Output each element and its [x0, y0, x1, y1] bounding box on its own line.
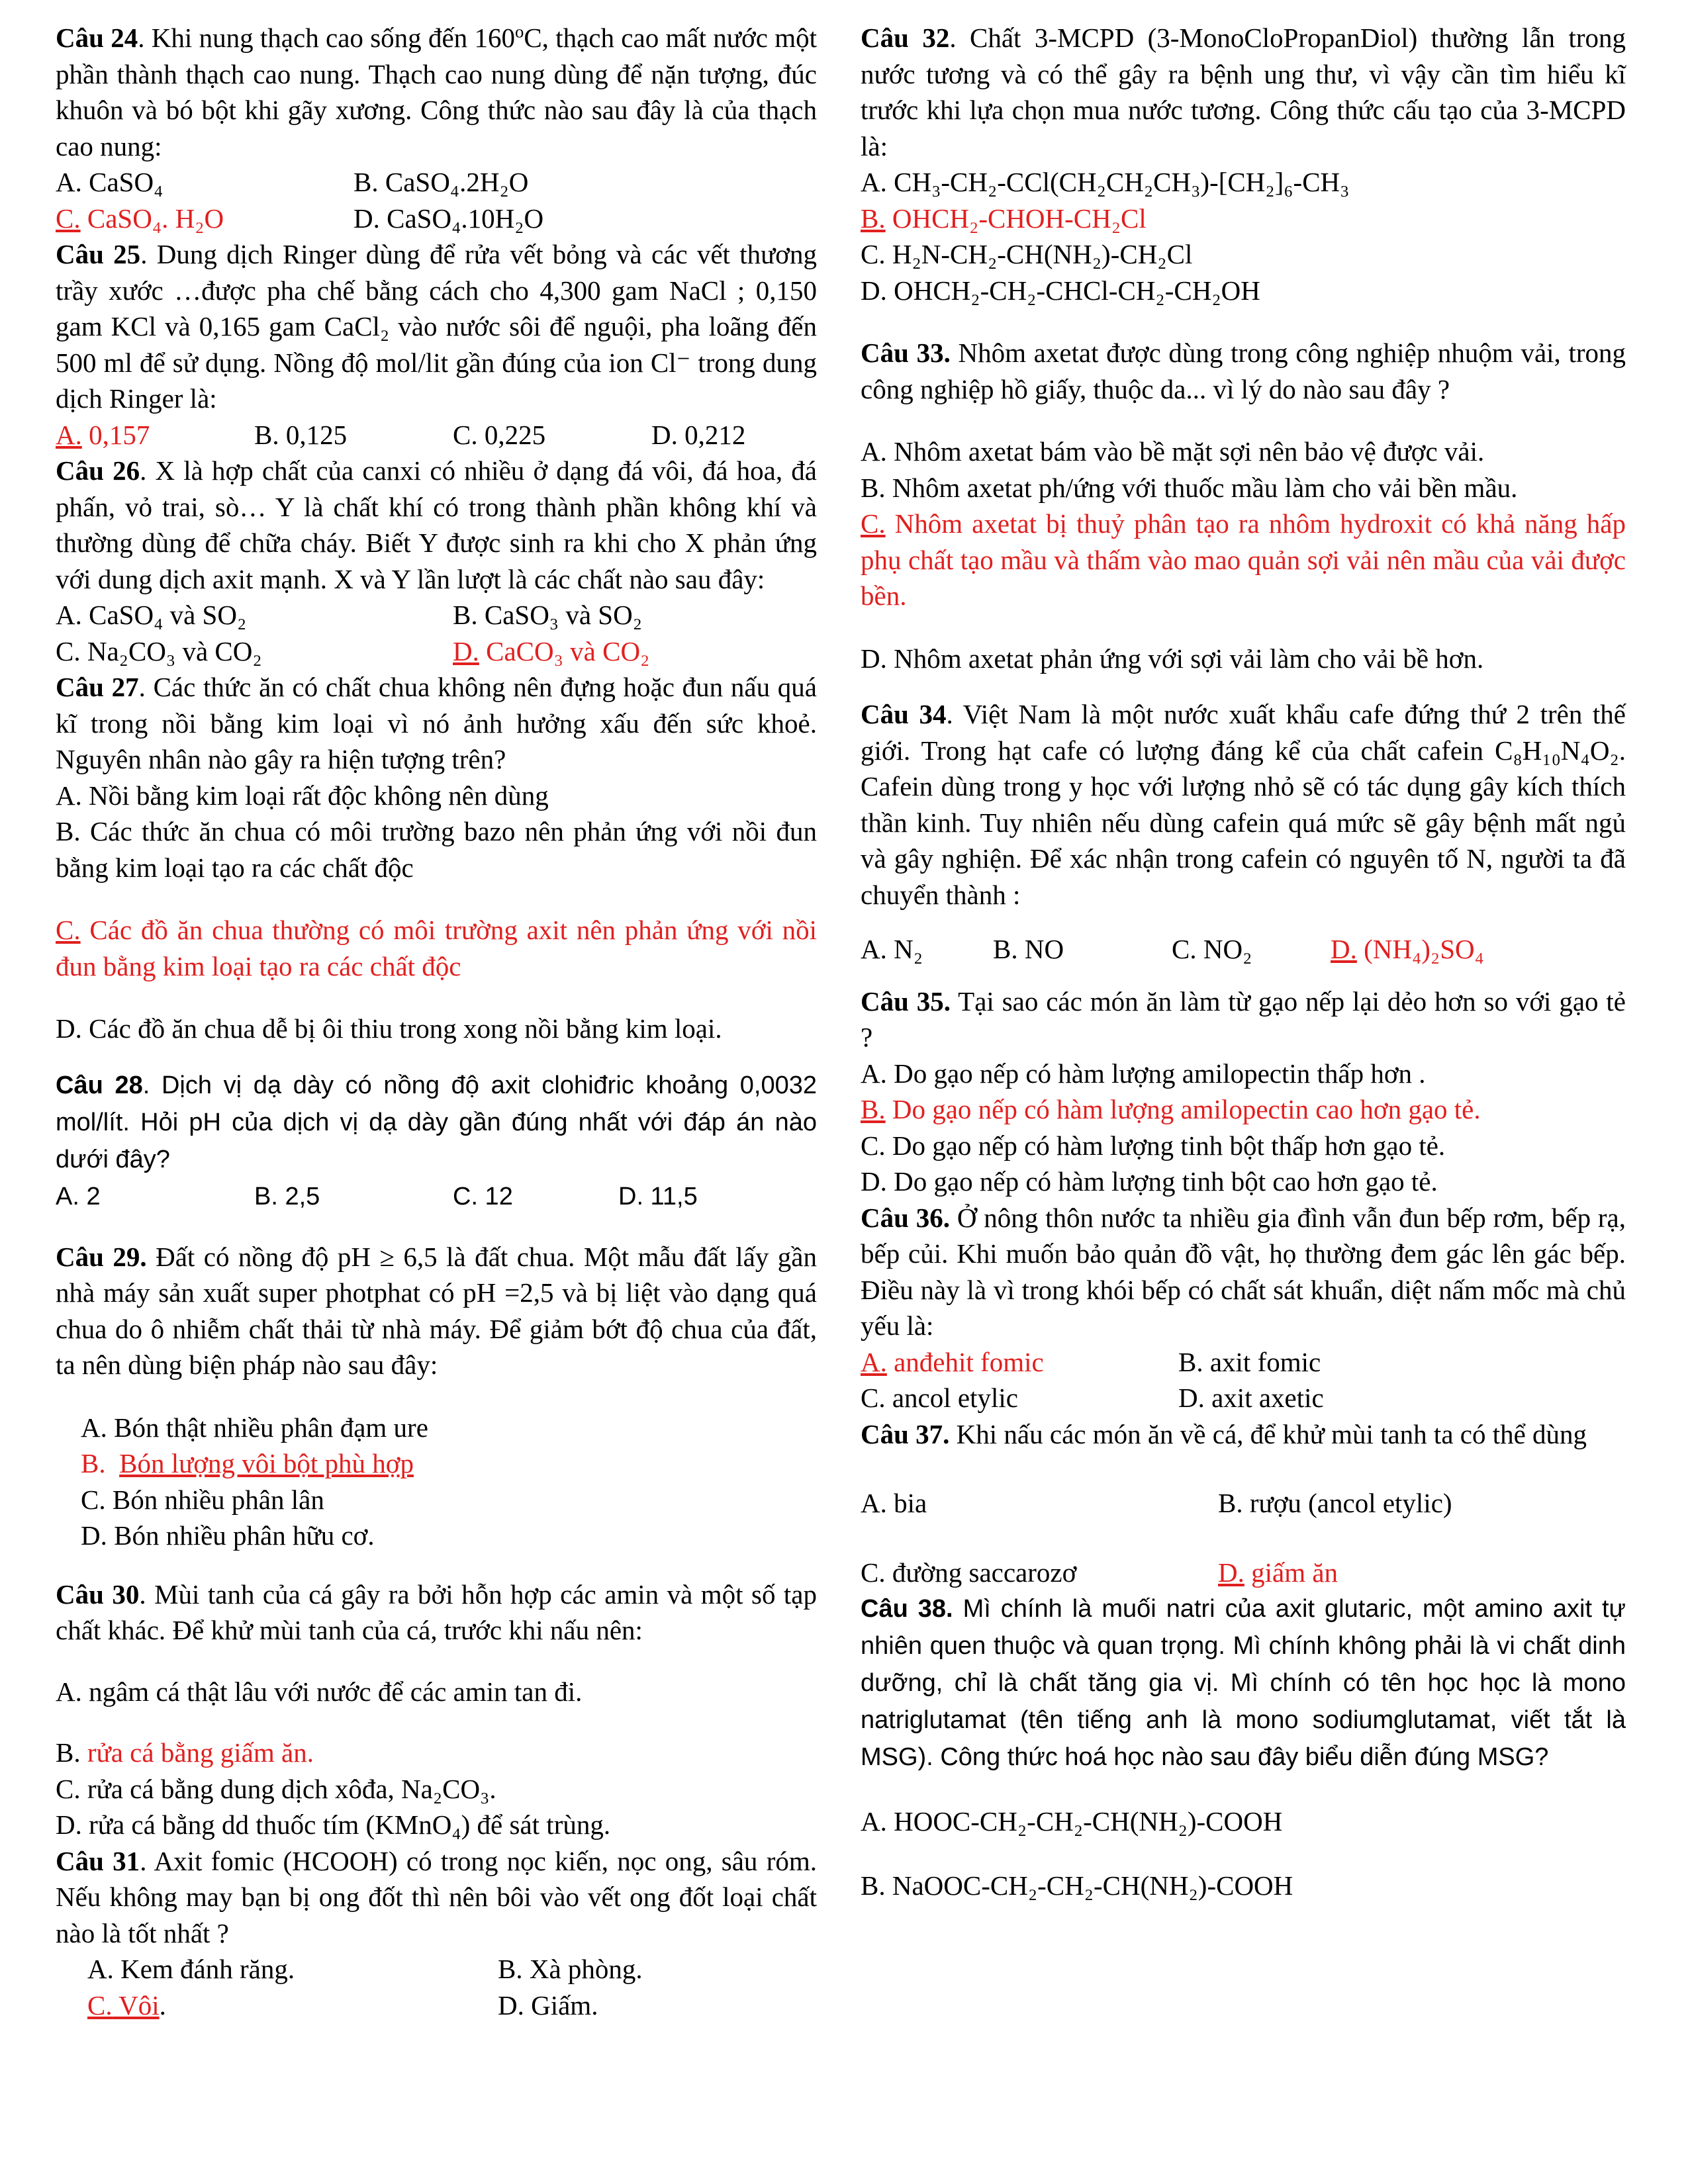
option-c-correct: C. Vôi. [87, 1989, 166, 2021]
question-30: Câu 30. Mùi tanh của cá gây ra bởi hỗn hợp các amin và một số tạp chất khác. Để khử mùi tanh của cá, trước khi nấu nên: A. ngâm cá thật lâu với nước để các amin tan đi. B. rửa cá bằng giấm ăn. C. rửa cá bằng dung dịch xôđa, Na₂CO₃. D. rửa cá bằng dd thuốc tím (KMnO₄) để sát trùng. [56, 1576, 817, 1843]
option-d-correct: D. (NH₄)₂SO₄ [1331, 934, 1484, 964]
question-number: Câu 31 [56, 1845, 140, 1876]
option-b-correct: B. OHCH₂-CHOH-CH₂Cl [861, 203, 1147, 234]
option-d-correct: D. CaCO₃ và CO₂ [453, 635, 650, 666]
option-d: D. CaSO₄.10H₂O [353, 203, 544, 234]
option-b: B. Các thức ăn chua có môi trường bazo nên phản ứng với nồi đun bằng kim loại tạo ra các chất độc [56, 816, 817, 883]
question-number: Câu 27 [56, 672, 139, 702]
option-b: B. rượu (ancol etylic) [1218, 1488, 1452, 1518]
option-c: C. 12 [453, 1182, 513, 1210]
option-c: C. đường saccarozơ [861, 1557, 1077, 1588]
question-number: Câu 30 [56, 1578, 140, 1610]
question-32: Câu 32. Chất 3-MCPD (3-MonoCloPropanDiol) thường lẫn trong nước tương và có thể gây ra bệnh ung thư, vì vậy cần tìm hiểu kĩ trước khi lựa chọn mua nước tương. Công thức cấu tạo của 3-MCPD là: A. CH₃-CH₂-CCl(CH₂CH₂CH₃)-[CH₂]₆-CH₃ B. OHCH₂-CHOH-CH₂Cl C. H₂N-CH₂-CH(NH₂)-CH₂Cl D. OHCH₂-CH₂-CHCl-CH₂-CH₂OH [861, 20, 1626, 308]
question-number: Câu 37. [861, 1418, 950, 1449]
question-number: Câu 36. [861, 1202, 950, 1233]
option-b: B. axit fomic [1178, 1346, 1321, 1377]
option-a: A. CH₃-CH₂-CCl(CH₂CH₂CH₃)-[CH₂]₆-CH₃ [861, 167, 1350, 197]
option-c: C. Bón nhiều phân lân [81, 1484, 324, 1515]
option-b: B. NaOOC-CH₂-CH₂-CH(NH₂)-COOH [861, 1870, 1293, 1901]
left-column [56, 20, 817, 2023]
option-b-correct: B. Do gạo nếp có hàm lượng amilopectin cao hơn gạo tẻ. [861, 1094, 1481, 1124]
option-a: A. ngâm cá thật lâu với nước để các amin tan đi. [56, 1676, 583, 1707]
option-d: D. 11,5 [618, 1182, 698, 1210]
question-36: Câu 36. Ở nông thôn nước ta nhiều gia đình vẫn đun bếp rơm, bếp rạ, bếp củi. Khi muốn bảo quản đồ vật, họ thường đem gác lên gác bếp. Điều này là vì trong khói bếp có chất sát khuẩn, diệt nấm mốc mà chủ yếu là: A. anđehit fomic B. axit fomic C. ancol etylic D. axit axetic [861, 1200, 1626, 1416]
option-a: A. Nồi bằng kim loại rất độc không nên dùng [56, 780, 549, 811]
question-26: Câu 26. X là hợp chất của canxi có nhiều ở dạng đá vôi, đá hoa, đá phấn, vỏ trai, sò… Y là chất khí có trong thành phần không khí và thường dùng để chữa cháy. Biết Y được sinh ra khi cho X phản ứng với dung dịch axit mạnh. X và Y lần lượt là các chất nào sau đây: A. CaSO₄ và SO₂ B. CaSO₃ và SO₂ C. Na₂CO₃ và CO₂ D. CaCO₃ và CO₂ [56, 453, 817, 669]
question-38-options [861, 1776, 1626, 1903]
right-column [861, 20, 1626, 1903]
question-number: Câu 24 [56, 23, 138, 53]
option-a: A. CaSO₄ [56, 167, 164, 197]
option-a: A. 2 [56, 1182, 101, 1210]
option-c: C. H₂N-CH₂-CH(NH₂)-CH₂Cl [861, 239, 1193, 269]
option-c: C. rửa cá bằng dung dịch xôđa, Na₂CO₃. [56, 1773, 496, 1804]
option-a: A. CaSO₄ và SO₂ [56, 600, 247, 630]
question-37: Câu 37. Khi nấu các món ăn về cá, để khử mùi tanh ta có thể dùng A. bia B. rượu (ancol etylic) C. đường saccarozơ D. giấm ăn [861, 1416, 1626, 1591]
question-number: Câu 33. [861, 338, 951, 368]
question-31: Câu 31. Axit fomic (HCOOH) có trong nọc kiến, nọc ong, sâu róm. Nếu không may bạn bị ong đốt thì nên bôi vào vết ong đốt loại chất nào là tốt nhất ? A. Kem đánh răng. B. Xà phòng. C. Vôi. D. Giấm. [56, 1843, 817, 2024]
option-a: A. Kem đánh răng. [87, 1954, 295, 1984]
option-b: B. 0,125 [254, 419, 348, 450]
question-number: Câu 32 [861, 23, 950, 53]
option-d: D. rửa cá bằng dd thuốc tím (KMnO₄) để sát trùng. [56, 1809, 611, 1840]
option-b-correct: B. rửa cá bằng giấm ăn. [56, 1737, 314, 1768]
option-b: B. NO [993, 934, 1064, 964]
question-27: Câu 27. Các thức ăn có chất chua không nên đựng hoặc đun nấu quá kĩ trong nồi bằng kim loại vì nó ảnh hưởng xấu đến sức khoẻ. Nguyên nhân nào gây ra hiện tượng trên? A. Nồi bằng kim loại rất độc không nên dùng B. Các thức ăn chua có môi trường bazo nên phản ứng với nồi đun bằng kim loại tạo ra các chất độc C. Các đồ ăn chua thường có môi trường axit nên phản ứng với nồi đun bằng kim loại tạo ra các chất độc D. Các đồ ăn chua dễ bị ôi thiu trong xong nồi bằng kim loại. [56, 669, 817, 1047]
option-c: C. Na₂CO₃ và CO₂ [56, 635, 262, 666]
option-b: B. CaSO₃ và SO₂ [453, 600, 642, 630]
option-c: C. Do gạo nếp có hàm lượng tinh bột thấp hơn gạo tẻ. [861, 1130, 1446, 1161]
question-24: Câu 24. Khi nung thạch cao sống đến 160$^o$C, thạch cao mất nước một phần thành thạch cao nung. Thạch cao nung dùng để nặn tượng, đúc khuôn và bó bột khi gãy xương. Công thức nào sau đây là của thạch cao nung: A. CaSO₄ B. CaSO₄.2H₂O C. CaSO₄. H₂O D. CaSO₄.10H₂O [56, 20, 817, 236]
option-c: C. NO₂ [1172, 934, 1252, 964]
option-d: D. OHCH₂-CH₂-CHCl-CH₂-CH₂OH [861, 275, 1260, 306]
option-c-correct: C. Các đồ ăn chua thường có môi trường axit nên phản ứng với nồi đun bằng kim loại tạo ra các chất độc [56, 915, 817, 981]
option-c-correct: C. Nhôm axetat bị thuỷ phân tạo ra nhôm hydroxit có khả năng hấp phụ chất tạo mầu và thấm vào mao quản sợi vải nên mầu của vải được bền. [861, 508, 1626, 611]
option-d-correct: D. giấm ăn [1218, 1557, 1338, 1588]
option-d: D. Các đồ ăn chua dễ bị ôi thiu trong xong nồi bằng kim loại. [56, 1013, 722, 1044]
option-a-correct: A. anđehit fomic [861, 1346, 1044, 1377]
option-d: D. 0,212 [651, 419, 746, 450]
option-d: D. axit axetic [1178, 1383, 1324, 1413]
option-a: A. Nhôm axetat bám vào bề mặt sợi nên bảo vệ được vải. [861, 436, 1485, 467]
option-c-correct: C. CaSO₄. H₂O [56, 203, 224, 234]
option-b: B. CaSO₄.2H₂O [353, 167, 529, 197]
option-b: B. Xà phòng. [498, 1954, 643, 1984]
option-a: A. Bón thật nhiều phân đạm ure [81, 1412, 428, 1443]
question-33: Câu 33. Nhôm axetat được dùng trong công nghiệp nhuộm vải, trong công nghiệp hồ giấy, thuộc da... vì lý do nào sau đây ? A. Nhôm axetat bám vào bề mặt sợi nên bảo vệ được vải. B. Nhôm axetat ph/ứng với thuốc mầu làm cho vải bền mầu. C. Nhôm axetat bị thuỷ phân tạo ra nhôm hydroxit có khả năng hấp phụ chất tạo mầu và thấm vào mao quản sợi vải nên mầu của vải được bền. D. Nhôm axetat phản ứng với sợi vải làm cho vải bề hơn. [861, 335, 1626, 676]
option-d: D. Giấm. [498, 1989, 598, 2021]
question-25: Câu 25. Dung dịch Ringer dùng để rửa vết bỏng và các vết thương trầy xước …được pha chế bằng cách cho 4,300 gam NaCl ; 0,150 gam KCl và 0,165 gam CaCl₂ vào nước sôi để nguội, pha loãng đến 500 ml để sử dụng. Nồng độ mol/lit gần đúng của ion Cl⁻ trong dung dịch Ringer là: A. 0,157 B. 0,125 C. 0,225 D. 0,212 [56, 236, 817, 453]
option-a-correct: A. 0,157 [56, 419, 150, 450]
question-number: Câu 38. [861, 1595, 953, 1623]
option-b-correct: B. Bón lượng vôi bột phù hợp [81, 1448, 414, 1479]
option-c: C. ancol etylic [861, 1383, 1018, 1413]
question-number: Câu 25 [56, 239, 141, 269]
question-number: Câu 26 [56, 455, 140, 486]
question-35: Câu 35. Tại sao các món ăn làm từ gạo nếp lại dẻo hơn so với gạo tẻ ? A. Do gạo nếp có hàm lượng amilopectin thấp hơn . B. Do gạo nếp có hàm lượng amilopectin cao hơn gạo tẻ. C. Do gạo nếp có hàm lượng tinh bột thấp hơn gạo tẻ. D. Do gạo nếp có hàm lượng tinh bột cao hơn gạo tẻ. [861, 983, 1626, 1200]
question-number: Câu 34 [861, 699, 947, 729]
question-38: Câu 38. Mì chính là muối natri của axit glutaric, một amino axit tự nhiên quen thuộc và quan trọng. Mì chính không phải là vi chất dinh dưỡng, chỉ là chất tăng gia vị. Mì chính có tên học học là mono natriglutamat (tên tiếng anh là mono sodiumglutamat, viết tắt là MSG). Công thức hoá học nào sau đây biểu diễn đúng MSG? [861, 1595, 1626, 1771]
question-number: Câu 35. [861, 985, 951, 1017]
option-d: D. Do gạo nếp có hàm lượng tinh bột cao hơn gạo tẻ. [861, 1166, 1438, 1197]
option-c: C. 0,225 [453, 419, 546, 450]
question-29: Câu 29. Đất có nồng độ pH ≥ 6,5 là đất chua. Một mẫu đất lấy gần nhà máy sản xuất super photphat có pH =2,5 và bị liệt vào dạng quá chua do ô nhiễm chất thải từ nhà máy. Để giảm bớt độ chua của đất, ta nên dùng biện pháp nào sau đây: A. Bón thật nhiều phân đạm ure B. Bón lượng vôi bột phù hợp C. Bón nhiều phân lân D. Bón nhiều phân hữu cơ. [56, 1239, 817, 1554]
option-a: A. N₂ [861, 934, 923, 964]
option-b: B. Nhôm axetat ph/ứng với thuốc mầu làm cho vải bền mầu. [861, 472, 1518, 503]
option-a: A. HOOC-CH₂-CH₂-CH(NH₂)-COOH [861, 1806, 1283, 1837]
option-b: B. 2,5 [254, 1182, 320, 1210]
option-d: D. Nhôm axetat phản ứng với sợi vải làm cho vải bề hơn. [861, 643, 1484, 674]
question-28: Câu 28. Dịch vị dạ dày có nồng độ axit clohiđric khoảng 0,0032 mol/lít. Hỏi pH của dịch vị dạ dày gần đúng nhất với đáp án nào dưới đây? A. 2 B. 2,5 C. 12 D. 11,5 [56, 1067, 817, 1215]
option-a: A. Do gạo nếp có hàm lượng amilopectin thấp hơn . [861, 1058, 1426, 1089]
question-34: Câu 34. Việt Nam là một nước xuất khẩu cafe đứng thứ 2 trên thế giới. Trong hạt cafe có lượng đáng kể của chất cafein C₈H₁₀N₄O₂. Cafein dùng trong y học với lượng nhỏ sẽ có tác dụng gây kích thích thần kinh. Tuy nhiên nếu dùng cafein quá mức sẽ gây bệnh mất ngủ và gây nghiện. Để xác nhận trong cafein có nguyên tố N, người ta đã chuyển thành : A. N₂ B. NO C. NO₂ D. (NH₄)₂SO₄ [861, 696, 1626, 968]
option-a: A. bia [861, 1488, 927, 1518]
question-number: Câu 28 [56, 1071, 143, 1099]
question-number: Câu 29. [56, 1241, 147, 1272]
option-d: D. Bón nhiều phân hữu cơ. [81, 1520, 375, 1551]
